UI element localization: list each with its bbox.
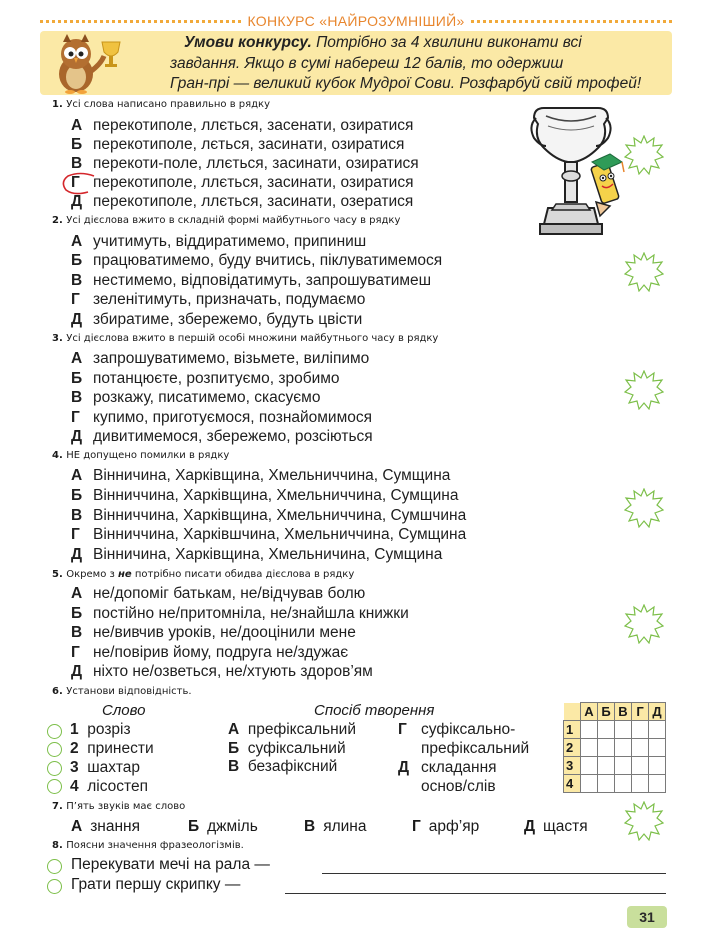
q1-option-b-letter: Б — [71, 136, 83, 153]
q7-option-b-letter: Б — [188, 818, 200, 835]
q6-column-word: Слово — [102, 702, 146, 719]
q6-method-v-text: безафіксний — [247, 758, 338, 775]
grid-cell[interactable] — [632, 739, 649, 757]
q4-option-a[interactable] — [71, 467, 450, 485]
question-1 — [52, 99, 270, 110]
q6-word-4-text: лісостеп — [87, 778, 148, 795]
question-4 — [52, 450, 229, 461]
question-3-number: 3. — [52, 333, 63, 344]
question-2-text: Усі дієслова вжито в складній формі майбутнього часу в рядку — [66, 215, 401, 226]
q6-method-g-letter: Г — [398, 721, 407, 738]
grid-cell[interactable] — [581, 739, 598, 757]
question-6 — [52, 686, 192, 697]
question-5-number: 5. — [52, 569, 63, 580]
q4-option-b[interactable] — [71, 487, 458, 505]
question-4-number: 4. — [52, 450, 63, 461]
q6-word-3-num: 3 — [70, 759, 79, 776]
q1-option-g-letter: Г — [71, 174, 80, 191]
grid-cell[interactable] — [632, 757, 649, 775]
q4-option-g-letter: Г — [71, 526, 80, 543]
q2-option-b-letter: Б — [71, 252, 83, 269]
q5-option-b[interactable] — [71, 605, 409, 623]
q1-option-v[interactable] — [71, 155, 419, 173]
page-number: 31 — [627, 906, 667, 928]
header-dotline-right — [471, 20, 672, 23]
grid-col-a: А — [581, 703, 598, 721]
q7-option-a-letter: А — [71, 818, 83, 835]
q6-method-b-letter: Б — [228, 740, 240, 757]
q4-option-b-text: Вінниччина, Харківщина, Хмельниччина, Сумщина — [93, 487, 459, 504]
q6-method-g-line1: суфіксально- — [421, 721, 516, 738]
q8-answer-line-1[interactable] — [322, 873, 666, 874]
grid-cell[interactable] — [598, 721, 615, 739]
grid-col-g: Г — [632, 703, 649, 721]
grid-cell[interactable] — [581, 721, 598, 739]
grid-cell[interactable] — [649, 721, 666, 739]
q6-answer-circle-1[interactable] — [47, 724, 62, 739]
q3-option-b[interactable] — [71, 370, 340, 388]
question-5-text-after: потрібно писати обидва дієслова в рядку — [131, 569, 355, 580]
q1-option-v-text: перекоти-поле, ллється, засинати, озиратися — [93, 155, 419, 172]
grid-cell[interactable] — [649, 775, 666, 793]
q1-option-a[interactable] — [71, 117, 413, 135]
q8-answer-circle-2[interactable] — [47, 879, 62, 894]
q6-method-d-line2: основ/слів — [421, 778, 496, 795]
conditions-line-3: Гран-прі — великий кубок Мудрої Сови. Розфарбуй свій трофей! — [170, 75, 642, 92]
grid-cell[interactable] — [649, 757, 666, 775]
grid-col-v: В — [615, 703, 632, 721]
score-starburst-icon[interactable] — [624, 604, 664, 644]
grid-row-4: 4 — [564, 775, 581, 793]
q4-option-d-text: Вінничина, Харківщина, Хмельничина, Сумщина — [93, 546, 443, 563]
conditions-line-1: Потрібно за 4 хвилини виконати всі — [311, 34, 582, 51]
q2-option-d-letter: Д — [71, 311, 83, 328]
q5-option-d-text: ніхто не/озветься, не/хтують здоров’ям — [93, 663, 373, 680]
q4-option-g[interactable] — [71, 526, 466, 544]
q8-phrase-1: Перекувати мечі на рала — — [71, 856, 270, 873]
q6-word-3 — [70, 759, 140, 777]
question-7-text: П’ять звуків має слово — [66, 801, 186, 812]
q2-option-a-letter: А — [71, 233, 83, 250]
q5-option-a[interactable] — [71, 585, 365, 603]
score-starburst-icon[interactable] — [624, 488, 664, 528]
q1-option-a-text: перекотиполе, ллється, засенати, озиратися — [93, 117, 414, 134]
q7-option-g[interactable] — [412, 818, 479, 836]
q5-option-b-text: постійно не/притомніла, не/знайшла книжки — [93, 605, 409, 622]
q3-option-d-text: дивитимемося, збережемо, розсіються — [93, 428, 373, 445]
q2-option-v-letter: В — [71, 272, 83, 289]
q7-option-g-letter: Г — [412, 818, 421, 835]
q4-option-d-letter: Д — [71, 546, 83, 563]
q7-option-v-letter: В — [304, 818, 316, 835]
q7-option-a-text: знання — [90, 818, 141, 835]
q2-option-b[interactable] — [71, 252, 442, 270]
grid-cell[interactable] — [598, 739, 615, 757]
q6-word-4-num: 4 — [70, 778, 79, 795]
question-8 — [52, 840, 244, 851]
q2-option-d-text: збиратиме, збережемо, будуть цвісти — [93, 311, 363, 328]
q7-option-b[interactable] — [188, 818, 258, 836]
q2-option-g-text: зеленітимуть, призначать, подумаємо — [93, 291, 366, 308]
q6-answer-circle-3[interactable] — [47, 761, 62, 776]
q6-word-1-num: 1 — [70, 721, 79, 738]
grid-cell[interactable] — [632, 775, 649, 793]
q6-column-method: Спосіб творення — [314, 702, 435, 719]
q1-option-b[interactable] — [71, 136, 404, 154]
q1-option-d-letter: Д — [71, 193, 83, 210]
q6-word-1-text: розріз — [87, 721, 131, 738]
q7-option-d[interactable] — [524, 818, 588, 836]
q6-method-g-line2: префіксальний — [421, 740, 530, 757]
grid-cell[interactable] — [615, 757, 632, 775]
q6-answer-grid — [563, 702, 666, 793]
q4-option-g-text: Вінниччина, Харківшчина, Хмельниччина, Сумщина — [93, 526, 467, 543]
q8-answer-line-2[interactable] — [285, 893, 666, 894]
q6-method-b-text: суфіксальний — [247, 740, 346, 757]
q6-word-2-text: принести — [87, 740, 154, 757]
q4-option-a-letter: А — [71, 467, 83, 484]
score-starburst-icon[interactable] — [624, 370, 664, 410]
grid-row-2: 2 — [564, 739, 581, 757]
question-8-text: Поясни значення фразеологізмів. — [66, 840, 244, 851]
q7-option-d-text: щастя — [543, 818, 588, 835]
q6-method-a — [228, 721, 356, 739]
q6-word-3-text: шахтар — [87, 759, 141, 776]
q1-option-v-letter: В — [71, 155, 83, 172]
q5-option-d[interactable] — [71, 663, 373, 681]
q5-option-a-letter: А — [71, 585, 83, 602]
q6-method-d-line1: складання — [421, 759, 497, 776]
q7-option-d-letter: Д — [524, 818, 536, 835]
q6-method-d-letter: Д — [398, 759, 410, 776]
header-dotline-left — [40, 20, 241, 23]
q7-option-g-text: арф’яр — [428, 818, 480, 835]
contest-header — [40, 13, 672, 29]
q7-option-a[interactable] — [71, 818, 140, 836]
q1-option-d-text: перекотиполе, ллється, засинати, озератися — [93, 193, 414, 210]
q7-option-v-text: ялина — [323, 818, 367, 835]
contest-conditions-text — [170, 33, 664, 95]
q5-option-b-letter: Б — [71, 605, 83, 622]
question-5 — [52, 569, 354, 580]
owl-with-cup-icon — [46, 34, 130, 94]
score-starburst-icon[interactable] — [624, 135, 664, 175]
q6-method-b — [228, 740, 346, 758]
question-7-number: 7. — [52, 801, 63, 812]
q3-option-a-letter: А — [71, 350, 83, 367]
q3-option-g-letter: Г — [71, 409, 80, 426]
q2-option-v[interactable] — [71, 272, 431, 290]
conditions-lead: Умови конкурсу. — [184, 34, 312, 51]
pencil-character-icon — [586, 150, 626, 220]
q1-option-g[interactable] — [71, 174, 413, 192]
q3-option-g-text: купимо, приготуємося, познайомимося — [93, 409, 373, 426]
question-5-text-before: Окремо з — [66, 569, 118, 580]
question-8-number: 8. — [52, 840, 63, 851]
grid-cell[interactable] — [615, 721, 632, 739]
question-1-number: 1. — [52, 99, 63, 110]
grid-cell[interactable] — [581, 757, 598, 775]
q5-option-v[interactable] — [71, 624, 356, 642]
q4-option-v-text: Вінниччина, Харківщина, Хмельниччина, Сумшчина — [93, 507, 467, 524]
q2-option-a[interactable] — [71, 233, 366, 251]
q5-option-v-letter: В — [71, 624, 83, 641]
q2-option-g-letter: Г — [71, 291, 80, 308]
q5-option-g-letter: Г — [71, 644, 80, 661]
q2-option-d[interactable] — [71, 311, 362, 329]
q6-word-4 — [70, 778, 148, 796]
question-2 — [52, 215, 400, 226]
q5-option-d-letter: Д — [71, 663, 83, 680]
q4-option-d[interactable] — [71, 546, 442, 564]
grid-cell[interactable] — [581, 775, 598, 793]
q7-option-b-text: джміль — [207, 818, 258, 835]
q5-option-g[interactable] — [71, 644, 348, 662]
q3-option-a-text: запрошуватимемо, візьмете, виліпимо — [93, 350, 370, 367]
conditions-line-2: завдання. Якщо в сумі набереш 12 балів, то одержиш — [170, 54, 564, 72]
grid-cell[interactable] — [598, 757, 615, 775]
q3-option-g[interactable] — [71, 409, 372, 427]
q5-option-g-text: не/повірив йому, подруга не/здужає — [93, 644, 349, 661]
q1-option-g-text: перекотиполе, ллється, засинати, озиратися — [93, 174, 414, 191]
q6-method-v-letter: В — [228, 758, 240, 775]
question-3 — [52, 333, 438, 344]
q3-option-a[interactable] — [71, 350, 369, 368]
q2-option-v-text: нестимемо, відповідатимуть, запрошуватимеш — [93, 272, 432, 289]
q6-method-a-text: префіксальний — [247, 721, 356, 738]
grid-row-1: 1 — [564, 721, 581, 739]
q3-option-d-letter: Д — [71, 428, 83, 445]
grid-col-b: Б — [598, 703, 615, 721]
q6-word-2-num: 2 — [70, 740, 79, 757]
q4-option-v-letter: В — [71, 507, 83, 524]
question-2-number: 2. — [52, 215, 63, 226]
q3-option-v-letter: В — [71, 389, 83, 406]
q3-option-b-letter: Б — [71, 370, 83, 387]
grid-row-3: 3 — [564, 757, 581, 775]
q6-answer-circle-4[interactable] — [47, 779, 62, 794]
score-starburst-icon[interactable] — [624, 252, 664, 292]
question-6-text: Установи відповідність. — [66, 686, 192, 697]
q3-option-v[interactable] — [71, 389, 320, 407]
q8-answer-circle-1[interactable] — [47, 859, 62, 874]
grid-cell[interactable] — [615, 739, 632, 757]
question-1-text: Усі слова написано правильно в рядку — [66, 99, 271, 110]
grid-cell[interactable] — [598, 775, 615, 793]
q1-option-d[interactable] — [71, 193, 413, 211]
q5-option-a-text: не/допоміг батькам, не/відчував болю — [93, 585, 366, 602]
q3-option-v-text: розкажу, писатимемо, скасуємо — [93, 389, 321, 406]
q2-option-a-text: учитимуть, віддиратимемо, припиниш — [93, 233, 367, 250]
q2-option-b-text: працюватимемо, буду вчитись, піклуватимемося — [93, 252, 443, 269]
q1-option-b-text: перекотиполе, лється, засинати, озиратися — [93, 136, 405, 153]
grid-cell[interactable] — [615, 775, 632, 793]
q6-method-a-letter: А — [228, 721, 240, 738]
grid-col-d: Д — [649, 703, 666, 721]
question-7 — [52, 801, 185, 812]
contest-conditions-banner — [40, 31, 672, 95]
question-3-text: Усі дієслова вжито в першій особі множини майбутнього часу в рядку — [66, 333, 439, 344]
q6-word-2 — [70, 740, 154, 758]
question-4-text: НЕ допущено помилки в рядку — [66, 450, 230, 461]
q4-option-v[interactable] — [71, 507, 466, 525]
q3-option-b-text: потанцюєте, розпитуємо, зробимо — [93, 370, 340, 387]
question-6-number: 6. — [52, 686, 63, 697]
q6-word-1 — [70, 721, 131, 739]
q7-option-v[interactable] — [304, 818, 366, 836]
grid-cell[interactable] — [632, 721, 649, 739]
score-starburst-icon[interactable] — [624, 801, 664, 841]
contest-title: КОНКУРС «НАЙРОЗУМНІШИЙ» — [247, 13, 465, 29]
grid-corner — [564, 703, 581, 721]
q4-option-a-text: Вінничина, Харківщина, Хмельниччина, Сумщина — [93, 467, 451, 484]
question-5-text-neg: не — [118, 569, 132, 580]
q8-phrase-2: Грати першу скрипку — — [71, 876, 241, 893]
q3-option-d[interactable] — [71, 428, 373, 446]
q5-option-v-text: не/вивчив уроків, не/дооцінили мене — [93, 624, 356, 641]
q1-option-a-letter: А — [71, 117, 83, 134]
grid-cell[interactable] — [649, 739, 666, 757]
q2-option-g[interactable] — [71, 291, 365, 309]
q6-answer-circle-2[interactable] — [47, 742, 62, 757]
q6-method-v — [228, 758, 337, 776]
q4-option-b-letter: Б — [71, 487, 83, 504]
